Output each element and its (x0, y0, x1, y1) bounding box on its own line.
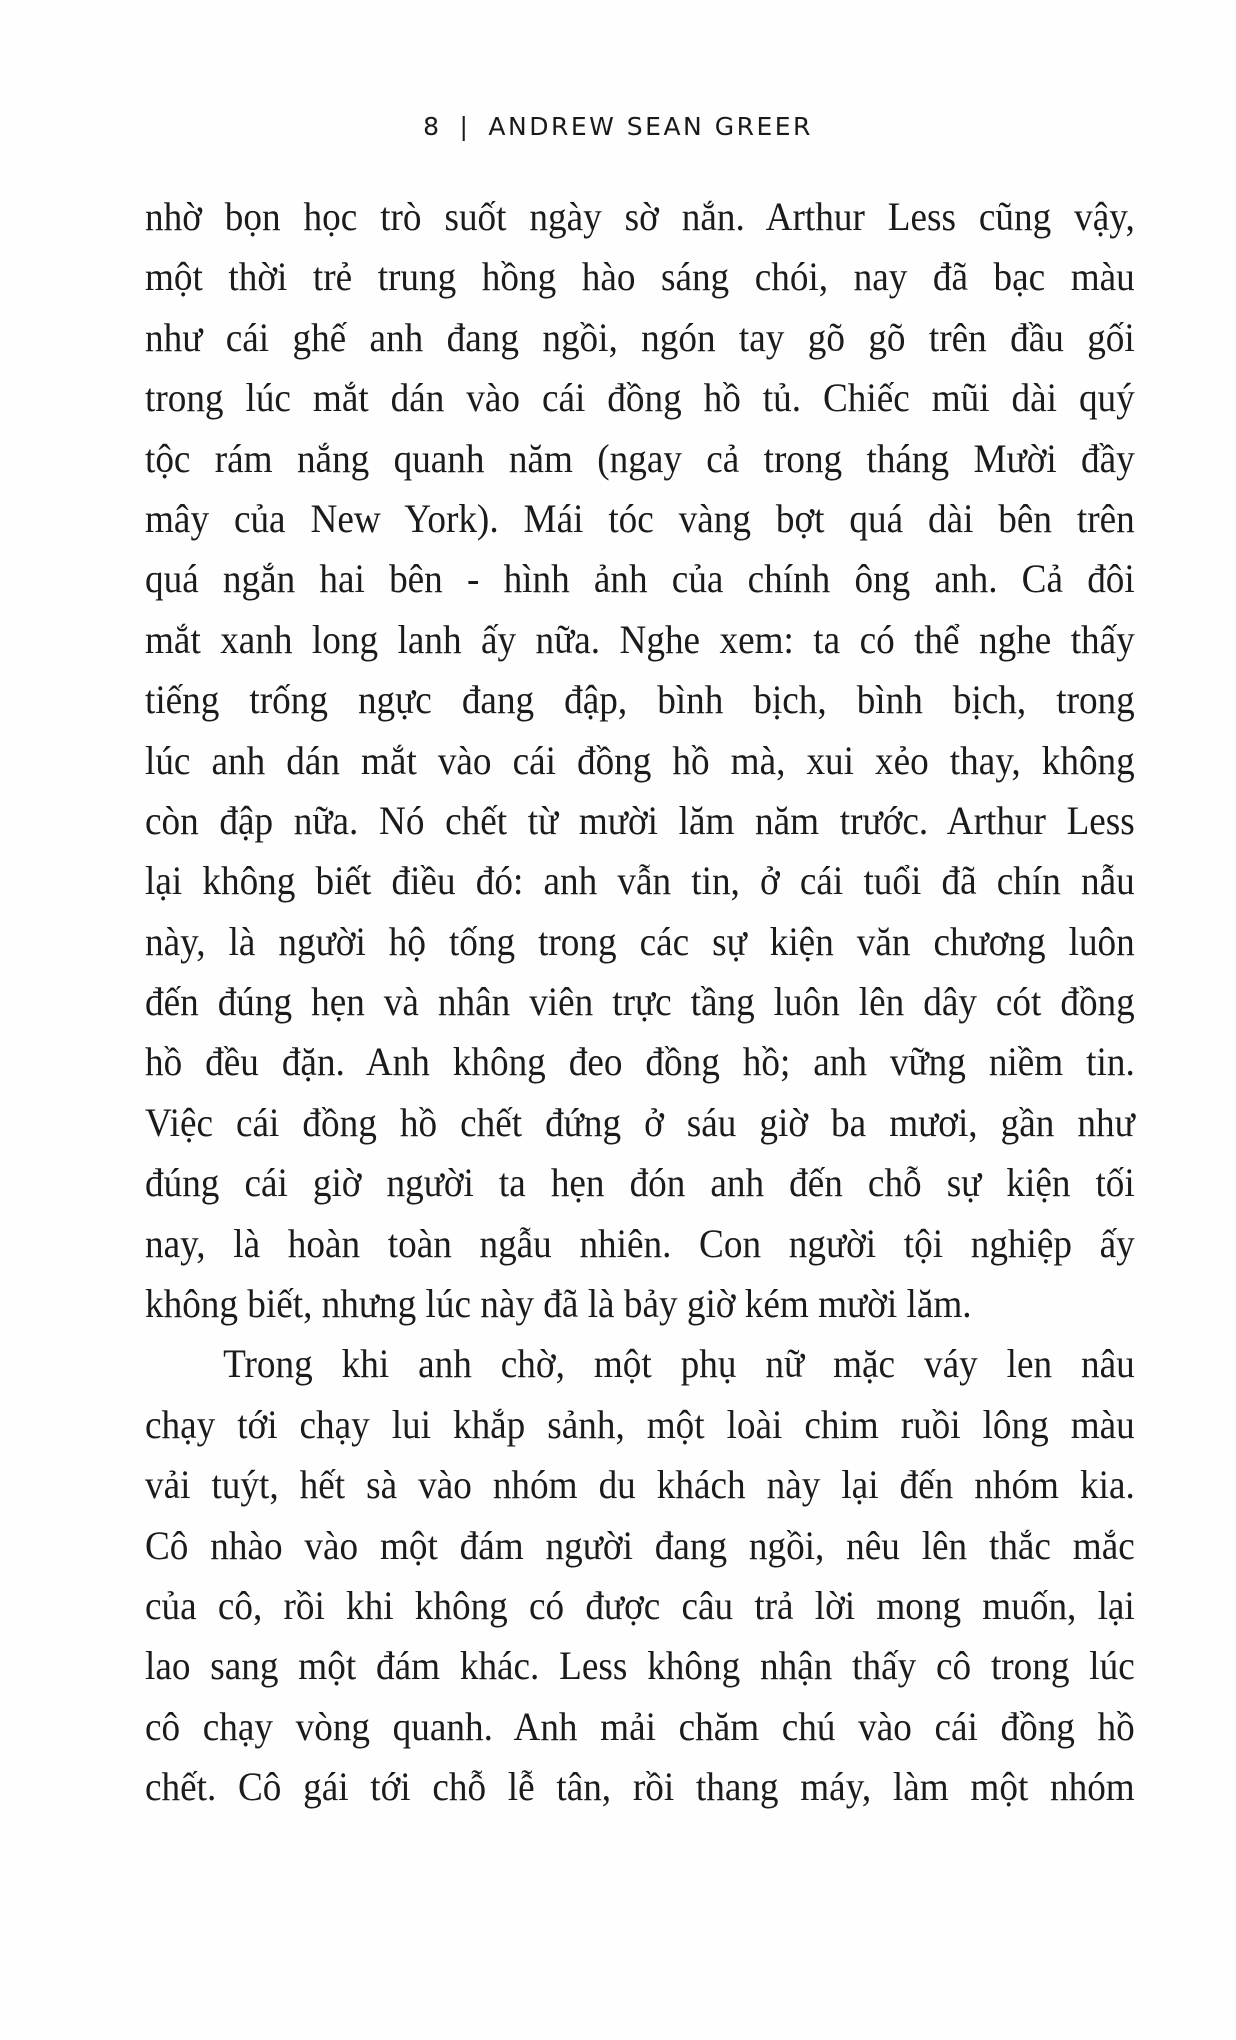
text-line: vải tuýt, hết sà vào nhóm du khách này lại đến nhóm kia. (145, 1462, 1135, 1508)
paragraph-2 (145, 1334, 1135, 1817)
text-line: của cô, rồi khi không có được câu trả lời mong muốn, lại (145, 1582, 1135, 1628)
text-line: hồ đều đặn. Anh không đeo đồng hồ; anh vững niềm tin. (145, 1039, 1135, 1085)
text-line: này, là người hộ tống trong các sự kiện văn chương luôn (145, 918, 1135, 964)
text-line: nhờ bọn học trò suốt ngày sờ nắn. Arthur Less cũng vậy, (145, 194, 1135, 239)
paragraph-1 (145, 187, 1135, 1334)
text-line: chết. Cô gái tới chỗ lễ tân, rồi thang máy, làm một nhóm (145, 1764, 1135, 1810)
text-line: đến đúng hẹn và nhân viên trực tầng luôn lên dây cót đồng (145, 979, 1135, 1025)
text-line: đúng cái giờ người ta hẹn đón anh đến chỗ sự kiện tối (145, 1160, 1135, 1206)
body-text (145, 187, 1135, 1818)
text-line: trong lúc mắt dán vào cái đồng hồ tủ. Chiếc mũi dài quý (145, 375, 1135, 421)
text-line: quá ngắn hai bên - hình ảnh của chính ông anh. Cả đôi (145, 556, 1135, 602)
header-separator: | (459, 112, 471, 141)
text-line-indented: Trong khi anh chờ, một phụ nữ mặc váy len nâu (223, 1341, 1135, 1387)
text-line: tộc rám nắng quanh năm (ngay cả trong tháng Mười đầy (145, 435, 1135, 481)
page-number: 8 (423, 112, 442, 141)
text-line: lại không biết điều đó: anh vẫn tin, ở cái tuổi đã chín nẫu (145, 858, 1135, 904)
text-line: Cô nhào vào một đám người đang ngồi, nêu lên thắc mắc (145, 1522, 1135, 1568)
text-line: Việc cái đồng hồ chết đứng ở sáu giờ ba mươi, gần như (145, 1099, 1135, 1145)
text-line: một thời trẻ trung hồng hào sáng chói, nay đã bạc màu (145, 254, 1135, 300)
text-line: mắt xanh long lanh ấy nữa. Nghe xem: ta có thể nghe thấy (145, 616, 1135, 662)
text-line: còn đập nữa. Nó chết từ mười lăm năm trước. Arthur Less (145, 797, 1135, 843)
running-head (0, 112, 1236, 141)
text-line: tiếng trống ngực đang đập, bình bịch, bình bịch, trong (145, 677, 1135, 723)
text-line: mây của New York). Mái tóc vàng bợt quá dài bên trên (145, 495, 1135, 541)
text-line: nay, là hoàn toàn ngẫu nhiên. Con người tội nghiệp ấy (145, 1220, 1135, 1266)
text-line: chạy tới chạy lui khắp sảnh, một loài chim ruồi lông màu (145, 1401, 1135, 1447)
text-line: như cái ghế anh đang ngồi, ngón tay gõ gõ trên đầu gối (145, 314, 1135, 360)
text-line: lao sang một đám khác. Less không nhận thấy cô trong lúc (145, 1643, 1135, 1689)
text-line: không biết, nhưng lúc này đã là bảy giờ kém mười lăm. (145, 1281, 972, 1327)
author-name: ANDREW SEAN GREER (488, 112, 813, 141)
text-line: cô chạy vòng quanh. Anh mải chăm chú vào cái đồng hồ (145, 1703, 1135, 1749)
text-line: lúc anh dán mắt vào cái đồng hồ mà, xui xẻo thay, không (145, 737, 1135, 783)
